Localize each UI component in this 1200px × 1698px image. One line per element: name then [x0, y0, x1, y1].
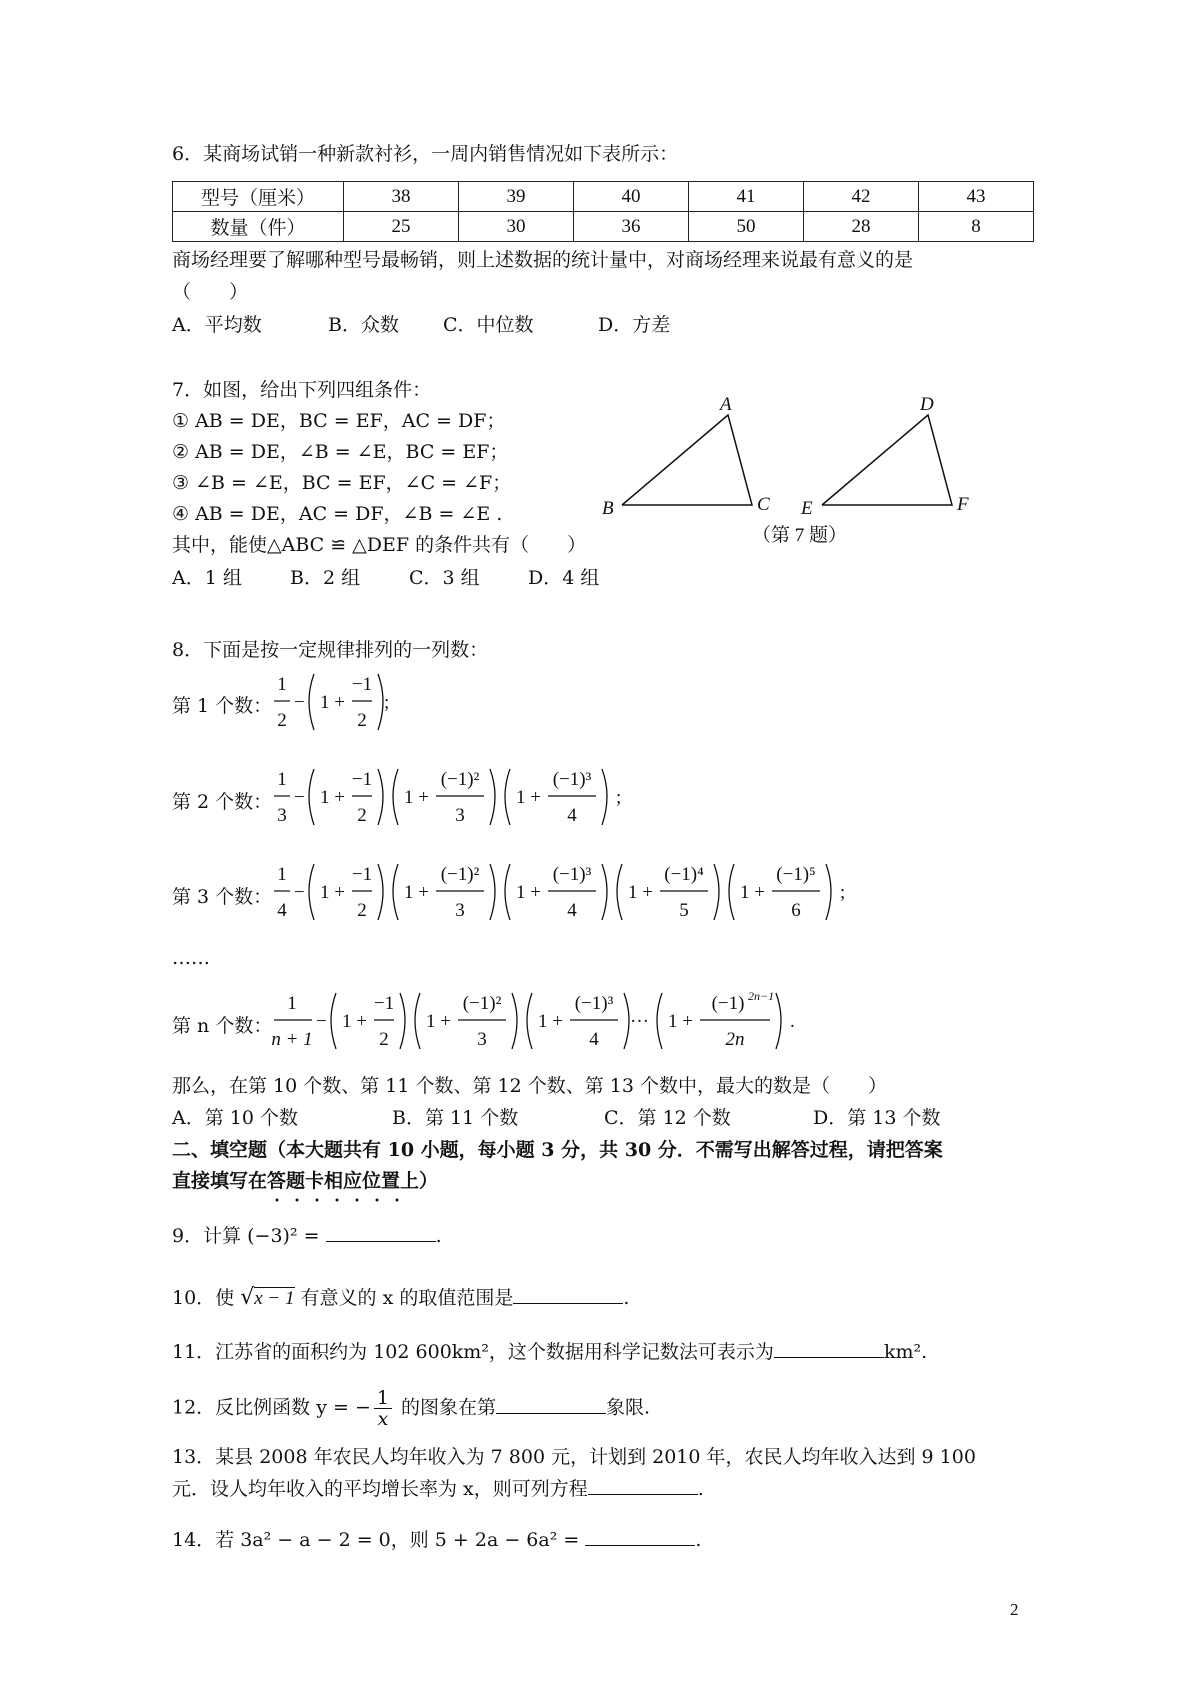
table-header-quantity: 数量（件） — [173, 212, 344, 242]
q8-item3-label: 第 3 个数： — [172, 886, 273, 908]
q11-end: km². — [883, 1341, 928, 1363]
q6-option-a: A．平均数 — [172, 314, 262, 336]
svg-text:−: − — [294, 882, 305, 903]
svg-text:4: 4 — [567, 805, 577, 826]
q7-condition-1: ① AB = DE，BC = EF，AC = DF； — [172, 410, 506, 432]
q14 — [172, 1526, 701, 1554]
q8-item2-label: 第 2 个数： — [172, 791, 273, 813]
svg-text:1 +: 1 + — [320, 882, 345, 903]
page-number: 2 — [1010, 1600, 1019, 1619]
triangle-def — [822, 415, 952, 505]
answer-blank[interactable] — [585, 1527, 695, 1546]
answer-blank[interactable] — [513, 1285, 623, 1304]
svg-text:2: 2 — [357, 805, 367, 826]
svg-text:1: 1 — [287, 993, 297, 1014]
q8-itemn-formula — [270, 987, 830, 1057]
table-cell: 36 — [574, 212, 689, 242]
q8-question: 那么，在第 10 个数、第 11 个数、第 12 个数、第 13 个数中，最大的数是（ ） — [172, 1075, 888, 1097]
q10-end: . — [623, 1287, 630, 1309]
svg-text:2: 2 — [357, 710, 367, 731]
q6-option-c: C．中位数 — [443, 314, 534, 336]
svg-text:−1: −1 — [373, 993, 395, 1014]
svg-text:2: 2 — [357, 900, 367, 921]
label-e: E — [801, 498, 813, 519]
q8-option-a: A．第 10 个数 — [172, 1107, 298, 1129]
svg-text:1: 1 — [277, 864, 287, 885]
svg-text:1 +: 1 + — [516, 787, 541, 808]
q6-option-d: D．方差 — [598, 314, 671, 336]
label-c: C — [757, 494, 770, 515]
svg-text:−: − — [316, 1011, 327, 1032]
q13-line1: 13．某县 2008 年农民人均年收入为 7 800 元，计划到 2010 年，农民人均年收入达到 9 100 — [172, 1446, 976, 1468]
table-cell: 41 — [689, 182, 804, 212]
q12-end: 象限. — [606, 1396, 651, 1419]
table-cell: 30 — [459, 212, 574, 242]
q7-condition-3: ③ ∠B = ∠E，BC = EF，∠C = ∠F； — [172, 472, 512, 494]
answer-blank[interactable] — [496, 1395, 606, 1414]
svg-text:2n: 2n — [725, 1029, 745, 1050]
q11-text: 11．江苏省的面积约为 102 600km²，这个数据用科学记数法可表示为 — [172, 1341, 774, 1363]
label-f: F — [957, 494, 969, 515]
q13-line2 — [172, 1475, 704, 1503]
svg-text:4: 4 — [277, 900, 287, 921]
fraction-denominator: x — [377, 1408, 389, 1430]
svg-text:1 +: 1 + — [426, 1011, 451, 1032]
q8-item1-formula — [270, 668, 430, 738]
svg-text:n + 1: n + 1 — [271, 1029, 313, 1050]
q9-end: . — [435, 1225, 442, 1247]
table-cell: 40 — [574, 182, 689, 212]
svg-text:.: . — [790, 1011, 795, 1032]
q10-text-a: 10．使 — [172, 1287, 241, 1309]
answer-blank[interactable] — [774, 1339, 884, 1358]
svg-text:1: 1 — [277, 674, 287, 695]
section2-heading-line1: 二、填空题（本大题共有 10 小题，每小题 3 分，共 30 分．不需写出解答过程，请把答案 — [172, 1139, 943, 1161]
svg-text:4: 4 — [589, 1029, 599, 1050]
svg-text:−1: −1 — [351, 769, 373, 790]
q11 — [172, 1338, 927, 1366]
table-header-size: 型号（厘米） — [173, 182, 344, 212]
answer-blank[interactable] — [588, 1476, 698, 1495]
q8-ellipsis: …… — [172, 947, 210, 969]
svg-text:;: ; — [616, 787, 622, 808]
svg-text:4: 4 — [567, 900, 577, 921]
table-cell: 42 — [804, 182, 919, 212]
q10 — [172, 1284, 629, 1313]
emphasis-dots — [267, 1198, 400, 1202]
svg-text:2: 2 — [277, 710, 287, 731]
svg-text:−1: −1 — [351, 674, 373, 695]
svg-text:3: 3 — [455, 900, 465, 921]
svg-text:(−1)³: (−1)³ — [552, 864, 592, 885]
svg-text:(−1)³: (−1)³ — [574, 993, 614, 1014]
q6-question-line2: （ ） — [172, 281, 249, 303]
q14-end: . — [695, 1529, 702, 1551]
q13-text: 元．设人均年收入的平均增长率为 x，则可列方程 — [172, 1478, 588, 1500]
table-cell: 50 — [689, 212, 804, 242]
svg-text:(−1)²: (−1)² — [440, 769, 480, 790]
svg-text:3: 3 — [277, 805, 287, 826]
svg-text:−1: −1 — [351, 864, 373, 885]
svg-text:1 +: 1 + — [538, 1011, 563, 1032]
q6-stem: 6．某商场试销一种新款衬衫，一周内销售情况如下表所示： — [172, 143, 679, 165]
q12-fraction — [374, 1388, 392, 1429]
q6-option-b: B．众数 — [328, 314, 399, 336]
svg-text:(−1)³: (−1)³ — [552, 769, 592, 790]
svg-text:(−1)⁴: (−1)⁴ — [664, 864, 704, 885]
table-cell: 39 — [459, 182, 574, 212]
svg-text:3: 3 — [455, 805, 465, 826]
label-d: D — [920, 394, 934, 415]
q8-stem: 8．下面是按一定规律排列的一列数： — [172, 639, 489, 661]
svg-text:1 +: 1 + — [740, 882, 765, 903]
section2-emphasis — [267, 1170, 400, 1192]
section2-emphasis-text: 答题卡相应位置 — [267, 1170, 401, 1192]
q6-question-line1: 商场经理要了解哪种型号最畅销，则上述数据的统计量中，对商场经理来说最有意义的是 — [172, 249, 914, 271]
q14-text: 14．若 3a² − a − 2 = 0，则 5 + 2a − 6a² = — [172, 1529, 586, 1551]
svg-text:;: ; — [384, 692, 390, 713]
triangle-abc — [622, 415, 752, 505]
section2-suffix: 上） — [400, 1170, 439, 1192]
q8-itemn-label: 第 n 个数： — [172, 1015, 273, 1037]
svg-text:−: − — [294, 787, 305, 808]
q8-option-d: D．第 13 个数 — [813, 1107, 941, 1129]
svg-text:1: 1 — [277, 769, 287, 790]
table-cell: 43 — [919, 182, 1034, 212]
q7-option-a: A．1 组 — [172, 567, 242, 589]
svg-text:(−1): (−1) — [711, 993, 745, 1014]
q8-item2-formula — [270, 763, 670, 833]
q8-option-c: C．第 12 个数 — [604, 1107, 731, 1129]
svg-text:2: 2 — [379, 1029, 389, 1050]
answer-blank[interactable] — [326, 1223, 436, 1242]
section2-prefix: 直接填写在 — [172, 1170, 268, 1192]
q7-condition-4: ④ AB = DE，AC = DF，∠B = ∠E . — [172, 503, 503, 525]
svg-text:(−1)²: (−1)² — [440, 864, 480, 885]
q12 — [172, 1388, 650, 1429]
q9-text: 9．计算 (−3)² = — [172, 1225, 326, 1247]
svg-text:1 +: 1 + — [404, 882, 429, 903]
table-cell: 38 — [344, 182, 459, 212]
svg-text:1 +: 1 + — [628, 882, 653, 903]
radicand: x − 1 — [254, 1288, 295, 1309]
table-cell: 28 — [804, 212, 919, 242]
q7-condition-2: ② AB = DE，∠B = ∠E，BC = EF； — [172, 441, 509, 463]
q13-end: . — [697, 1478, 704, 1500]
label-a: A — [720, 394, 732, 415]
figure-caption: （第 7 题） — [752, 525, 848, 546]
q7-option-d: D．4 组 — [528, 567, 600, 589]
table-cell: 8 — [919, 212, 1034, 242]
svg-text:3: 3 — [477, 1029, 487, 1050]
svg-text:−: − — [294, 692, 305, 713]
q7-option-b: B．2 组 — [290, 567, 361, 589]
svg-text:6: 6 — [791, 900, 801, 921]
svg-text:1 +: 1 + — [516, 882, 541, 903]
svg-text:5: 5 — [679, 900, 689, 921]
q9 — [172, 1222, 442, 1250]
sqrt-sign: √ — [240, 1285, 255, 1310]
svg-text:1 +: 1 + — [320, 692, 345, 713]
q7-stem: 7．如图，给出下列四组条件： — [172, 379, 432, 401]
svg-text:(−1)⁵: (−1)⁵ — [776, 864, 816, 885]
section2-heading-line2 — [172, 1167, 438, 1195]
label-b: B — [602, 498, 614, 519]
q8-item1-label: 第 1 个数： — [172, 695, 273, 717]
q8-option-b: B．第 11 个数 — [392, 1107, 519, 1129]
fraction-numerator: 1 — [374, 1388, 392, 1409]
svg-text:1 +: 1 + — [320, 787, 345, 808]
q12-text-a: 12．反比例函数 y = − — [172, 1396, 371, 1419]
q7-option-c: C．3 组 — [409, 567, 480, 589]
q8-item3-formula — [270, 858, 890, 928]
q12-text-b: 的图象在第 — [394, 1396, 497, 1419]
svg-text:(−1)²: (−1)² — [462, 993, 502, 1014]
svg-text:···: ··· — [630, 1011, 649, 1032]
table-cell: 25 — [344, 212, 459, 242]
svg-text:;: ; — [840, 882, 846, 903]
svg-text:1 +: 1 + — [342, 1011, 367, 1032]
svg-text:1 +: 1 + — [404, 787, 429, 808]
q7-question: 其中，能使△ABC ≌ △DEF 的条件共有（ ） — [172, 534, 587, 556]
svg-text:1 +: 1 + — [668, 1011, 693, 1032]
svg-text:2n−1: 2n−1 — [748, 989, 775, 1003]
q10-text-b: 有意义的 x 的取值范围是 — [294, 1287, 514, 1309]
